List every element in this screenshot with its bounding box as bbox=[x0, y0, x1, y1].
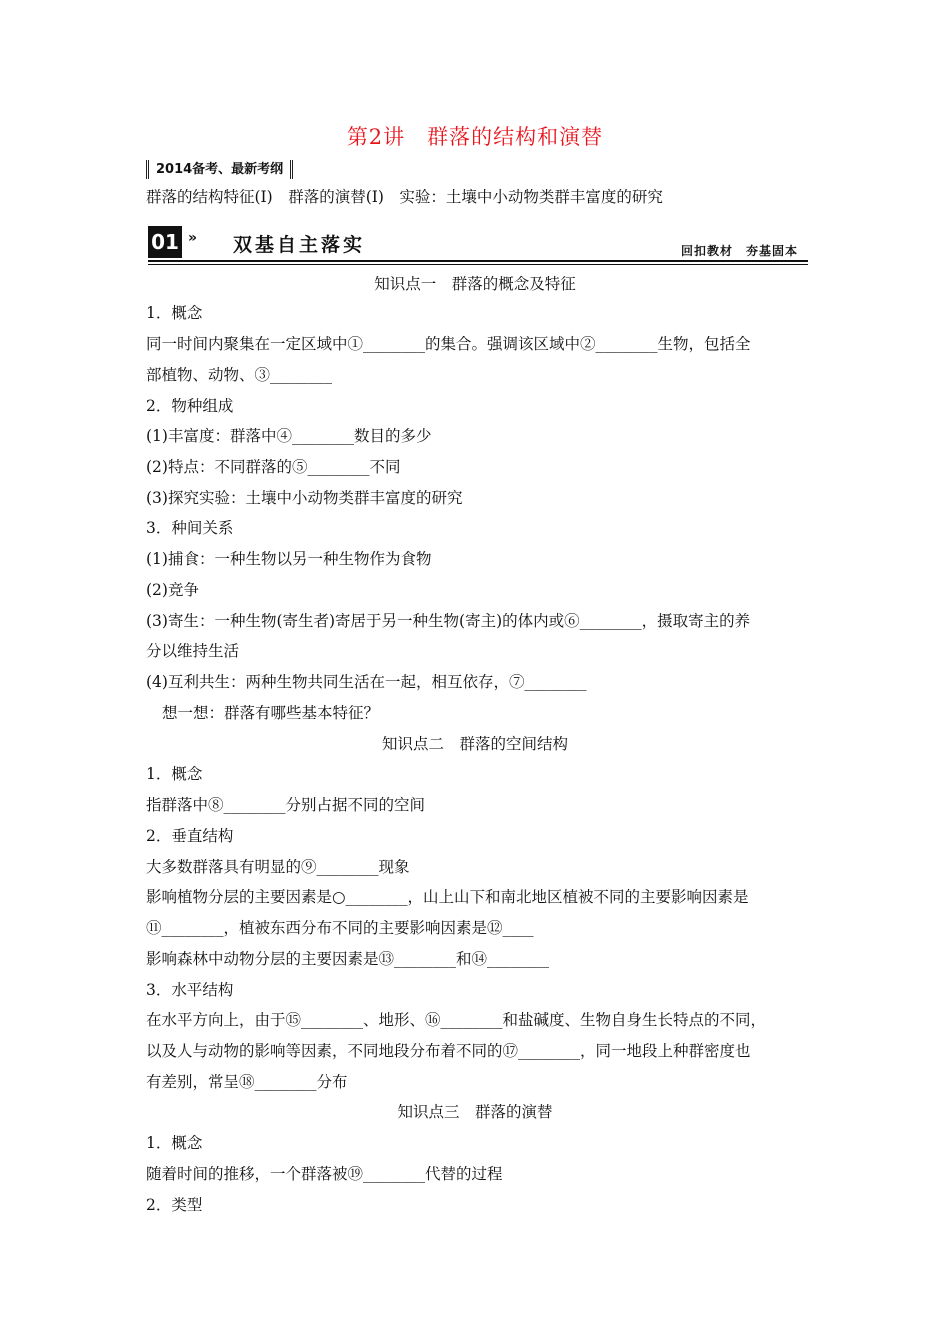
text-line: (2)竞争 bbox=[146, 581, 199, 599]
text-line: 3．种间关系 bbox=[146, 519, 234, 537]
section-number: 01 bbox=[148, 226, 182, 258]
text-line: ⑪________，植被东西分布不同的主要影响因素是⑫____ bbox=[146, 919, 534, 937]
section-rule bbox=[148, 260, 808, 262]
text-line: 影响森林中动物分层的主要因素是⑬________和⑭________ bbox=[146, 950, 550, 968]
text-line: 3．水平结构 bbox=[146, 981, 234, 999]
exam-outline-text: 群落的结构特征(Ⅰ) 群落的演替(Ⅰ) 实验：土壤中小动物类群丰富度的研究 bbox=[146, 188, 663, 206]
page-title: 第2讲 群落的结构和演替 bbox=[346, 125, 604, 149]
text-line: (1)捕食：一种生物以另一种生物作为食物 bbox=[146, 550, 432, 568]
text-line: (1)丰富度：群落中④________数目的多少 bbox=[146, 427, 432, 445]
text-line: 1．概念 bbox=[146, 304, 203, 322]
text-line: 随着时间的推移，一个群落被⑲________代替的过程 bbox=[146, 1165, 503, 1183]
text-line: 影响植物分层的主要因素是○________，山上山下和南北地区植被不同的主要影响因素是 bbox=[146, 888, 749, 906]
exam-outline-badge: 2014备考、最新考纲 bbox=[146, 160, 293, 179]
section-rule-thin bbox=[148, 264, 808, 265]
text-line: 2．垂直结构 bbox=[146, 827, 234, 845]
text-line: (3)寄生：一种生物(寄生者)寄居于另一种生物(寄主)的体内或⑥________，摄取寄主的养 bbox=[146, 612, 751, 630]
text-line: 1．概念 bbox=[146, 765, 203, 783]
think-question: 想一想：群落有哪些基本特征？ bbox=[162, 704, 380, 722]
text-line: 部植物、动物、③________ bbox=[146, 366, 333, 384]
text-line: (2)特点：不同群落的⑤________不同 bbox=[146, 458, 401, 476]
section-banner bbox=[148, 224, 808, 264]
knowledge-point-heading: 知识点二 群落的空间结构 bbox=[381, 735, 568, 753]
text-line: 同一时间内聚集在一定区域中①________的集合。强调该区域中②________生物，包括全 bbox=[146, 335, 751, 353]
text-line: 2．类型 bbox=[146, 1196, 203, 1214]
text-line: 指群落中⑧________分别占据不同的空间 bbox=[146, 796, 426, 814]
text-line: 分以维持生活 bbox=[146, 642, 240, 660]
section-heading: 双基自主落实 bbox=[233, 234, 366, 256]
text-line: (4)互利共生：两种生物共同生活在一起，相互依存，⑦________ bbox=[146, 673, 587, 691]
text-line: (3)探究实验：土壤中小动物类群丰富度的研究 bbox=[146, 489, 463, 507]
text-line: 以及人与动物的影响等因素，不同地段分布着不同的⑰________，同一地段上种群密度也 bbox=[146, 1042, 751, 1060]
knowledge-point-heading: 知识点三 群落的演替 bbox=[397, 1103, 553, 1121]
text-line: 在水平方向上，由于⑮________、地形、⑯________和盐碱度、生物自身生长特点的不同， bbox=[146, 1011, 767, 1029]
chevron-right-icon: » bbox=[188, 230, 198, 246]
text-line: 有差别，常呈⑱________分布 bbox=[146, 1073, 348, 1091]
knowledge-point-heading: 知识点一 群落的概念及特征 bbox=[374, 275, 576, 293]
text-line: 2．物种组成 bbox=[146, 397, 234, 415]
section-tagline: 回扣教材 夯基固本 bbox=[680, 244, 798, 258]
text-line: 1．概念 bbox=[146, 1134, 203, 1152]
text-line: 大多数群落具有明显的⑨________现象 bbox=[146, 858, 410, 876]
